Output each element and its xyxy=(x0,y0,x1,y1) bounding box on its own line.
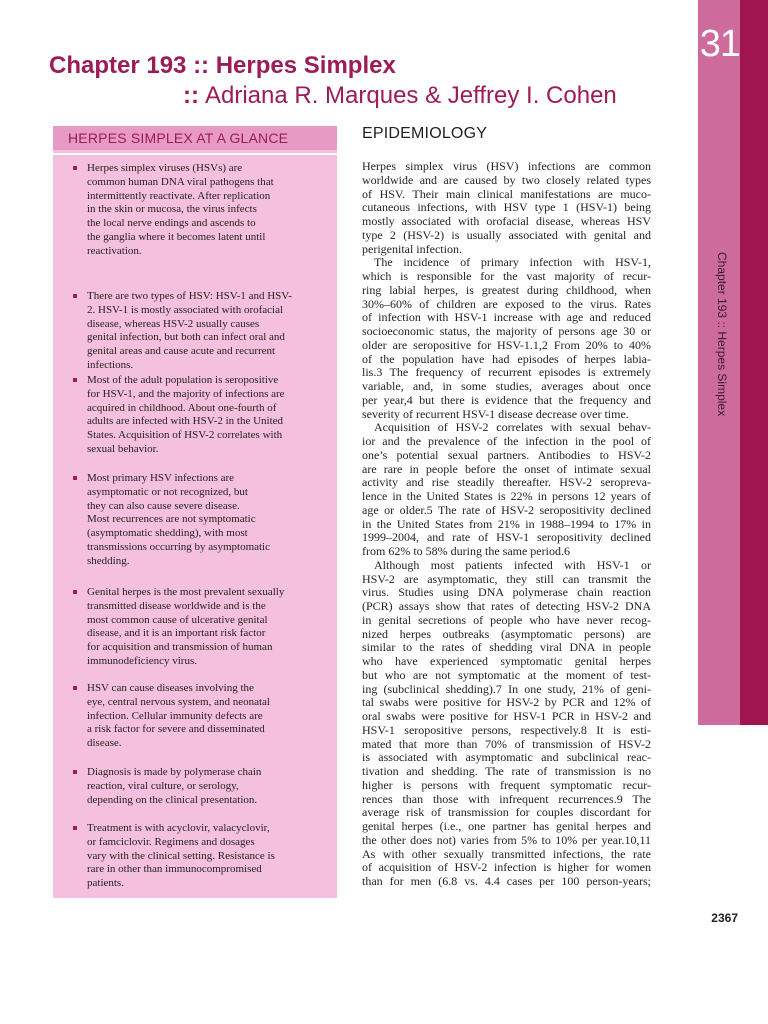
body-line: socioeconomic status, the majority of persons age 30 or xyxy=(362,324,651,338)
body-line: mostly associated with orofacial disease, whereas HSV xyxy=(362,214,651,228)
bullet-square-icon xyxy=(73,166,77,170)
bullet-line: (asymptomatic shedding), with most xyxy=(87,527,248,540)
body-line: genital herpes (i.e., one partner has genital herpes and xyxy=(362,819,651,833)
body-line: severity of recurrent HSV-1 disease decrease over time. xyxy=(362,406,629,421)
bullet-square-icon xyxy=(73,590,77,594)
body-line: ior and the prevalence of the infection in the pool of xyxy=(362,434,651,448)
running-head: Chapter 193 :: Herpes Simplex xyxy=(715,252,729,417)
chapter-tab-stripe xyxy=(740,0,768,725)
bullet-line: they can also cause severe disease. xyxy=(87,499,240,512)
bullet-square-icon xyxy=(73,476,77,480)
bullet-line: reactivation. xyxy=(87,244,142,257)
bullet-text xyxy=(87,586,335,669)
bullet-line: Genital herpes is the most prevalent sexually xyxy=(87,586,285,598)
body-line: in genital secretions of people who have never recog- xyxy=(362,612,651,627)
bullet-line: Most primary HSV infections are xyxy=(87,472,235,484)
bullet-line: acquired in childhood. About one-fourth of xyxy=(87,401,277,414)
bullet-text xyxy=(87,822,335,891)
body-line: which is responsible for the vast majority of recur- xyxy=(362,269,651,283)
bullet-line: a risk factor for severe and disseminated xyxy=(87,723,265,736)
bullet-line: transmitted disease worldwide and is the xyxy=(87,599,266,612)
body-line: Herpes simplex virus (HSV) infections are common xyxy=(362,159,651,173)
body-line: older are seropositive for HSV-1.1,2 From 20% to 40% xyxy=(362,337,651,352)
body-line: ring labial herpes, is greatest during childhood, when xyxy=(362,282,651,297)
body-line: of HSV. Their main clinical manifestations are muco- xyxy=(362,186,651,201)
bullet-square-icon xyxy=(73,686,77,690)
body-line: rences than those with infrequent recurrences.9 The xyxy=(362,791,651,806)
title-separator: :: xyxy=(193,52,210,79)
bullet-line: Diagnosis is made by polymerase chain xyxy=(87,766,262,778)
chapter-title xyxy=(49,50,689,82)
bullet-line: in the skin or mucosa, the virus infects xyxy=(87,203,257,216)
authors-line xyxy=(49,80,689,112)
bullet-line: for acquisition and transmission of human xyxy=(87,641,273,654)
bullet-line: reaction, viral culture, or serology, xyxy=(87,779,239,792)
body-line: virus. Studies using DNA polymerase chain reaction xyxy=(362,585,651,600)
body-line: lis.3 The frequency of recurrent episodes is extremely xyxy=(362,365,651,380)
body-line: are rare in people before the onset of intimate sexual xyxy=(362,461,651,476)
body-line: in the United States from 21% in 1988–1994 to 17% in xyxy=(362,516,651,531)
body-line: is associated with asymptomatic and subclinical reac- xyxy=(362,750,651,765)
bullet-line: infections. xyxy=(87,358,134,371)
bullet-line: patients. xyxy=(87,877,124,890)
body-line: Although most patients infected with HSV-1 or xyxy=(374,557,651,572)
bullet-line: for HSV-1, and the majority of infections are xyxy=(87,387,285,400)
bullet-line: or famciclovir. Regimens and dosages xyxy=(87,835,255,848)
body-line: variable, and, in some studies, averages about once xyxy=(362,379,651,393)
body-line: HSV-1 seropositive persons, respectively.8 It is esti- xyxy=(362,722,651,737)
bullet-line: HSV can cause diseases involving the xyxy=(87,682,254,694)
chapter-label: Chapter 193 xyxy=(49,52,187,79)
body-line: who have experienced symptomatic genital herpes xyxy=(362,654,651,668)
body-line: tivation and shedding. The rate of transmission is no xyxy=(362,764,651,778)
bullet-text xyxy=(87,472,335,569)
body-line: Acquisition of HSV-2 correlates with sexual behav- xyxy=(374,420,651,435)
body-line: (PCR) assays show that rates of detecting HSV-2 DNA xyxy=(362,599,651,613)
body-line: 30%–60% of children are exposed to the virus. Rates xyxy=(362,296,651,311)
bullet-line: eye, central nervous system, and neonatal xyxy=(87,695,270,708)
bullet-line: disease. xyxy=(87,737,122,750)
at-a-glance-box xyxy=(53,126,337,898)
body-line: than for men (6.8 vs. 4.4 cases per 100 person-years; xyxy=(362,874,651,888)
bullet-square-icon xyxy=(73,770,77,774)
bullet-line: rare in other than immunocompromised xyxy=(87,863,262,876)
body-line: tal swabs were positive for HSV-2 by PCR and 12% of xyxy=(362,695,651,710)
bullet-line: Treatment is with acyclovir, valacyclovir, xyxy=(87,822,270,834)
body-line: HSV-2 are asymptomatic, they still can transmit the xyxy=(362,571,651,586)
bullet-line: vary with the clinical setting. Resistance is xyxy=(87,849,275,862)
bullet-square-icon xyxy=(73,826,77,830)
bullet-line: most common cause of ulcerative genital xyxy=(87,613,268,626)
bullet-line: Most of the adult population is seropositive xyxy=(87,374,279,386)
bullet-line: common human DNA viral pathogens that xyxy=(87,175,274,188)
body-line: worldwide and are caused by two closely related types xyxy=(362,172,651,187)
bullet-line: intermittently reactivate. After replication xyxy=(87,189,271,202)
bullet-line: sexual behavior. xyxy=(87,442,159,455)
bullet-line: There are two types of HSV: HSV-1 and HSV- xyxy=(87,290,292,302)
bullet-line: genital infection, but both can infect oral and xyxy=(87,331,285,344)
bullet-line: transmissions occurring by asymptomatic xyxy=(87,540,270,553)
bullet-line: adults are infected with HSV-2 in the United xyxy=(87,415,284,428)
authors: Adriana R. Marques & Jeffrey I. Cohen xyxy=(205,82,617,109)
body-line: The incidence of primary infection with HSV-1, xyxy=(374,255,651,270)
header-rule xyxy=(53,153,337,155)
bullet-line: 2. HSV-1 is mostly associated with orofacial xyxy=(87,303,284,316)
bullet-line: the ganglia where it becomes latent until xyxy=(87,230,266,243)
at-a-glance-heading: HERPES SIMPLEX AT A GLANCE xyxy=(68,130,289,146)
body-line: mated that more than 70% of transmission of HSV-2 xyxy=(362,736,651,751)
bullet-line: depending on the clinical presentation. xyxy=(87,793,258,806)
body-line: per year,4 but there is evidence that the frequency and xyxy=(362,392,651,407)
bullet-text xyxy=(87,766,335,807)
bullet-line: infection. Cellular immunity defects are xyxy=(87,709,263,722)
bullet-text xyxy=(87,290,335,373)
body-line: oral swabs were positive for HSV-1 PCR in HSV-2 and xyxy=(362,709,651,723)
at-a-glance-header xyxy=(53,126,337,150)
chapter-name: Herpes Simplex xyxy=(215,52,396,79)
bullet-text xyxy=(87,374,335,457)
body-line: perigenital infection. xyxy=(362,241,462,256)
body-line: but who are not symptomatic at the moment of test- xyxy=(362,667,651,682)
body-line: from 62% to 58% during the same period.6 xyxy=(362,544,570,558)
body-line: 1999–2004, and rate of HSV-1 seropositivity declined xyxy=(362,530,651,545)
body-line: cutaneous infections, with HSV type 1 (HSV-1) being xyxy=(362,200,651,215)
bullet-line: disease, whereas HSV-2 usually causes xyxy=(87,317,260,330)
body-line: the other does not) varies from 5% to 10% per year.10,11 xyxy=(362,832,651,847)
bullet-line: shedding. xyxy=(87,554,130,567)
body-line: similar to the rates of shedding viral DNA in people xyxy=(362,640,651,655)
body-line: average risk of transmission for couples discordant for xyxy=(362,805,651,820)
tab-part-number: 31 xyxy=(699,23,740,65)
body-line: activity and rise steadily thereafter. HSV-2 seropreva- xyxy=(362,475,651,490)
bullet-text xyxy=(87,682,335,751)
body-line: As with other sexually transmitted infections, the rate xyxy=(362,846,651,861)
bullet-square-icon xyxy=(73,378,77,382)
body-line: ing (subclinical shedding).7 In one study, 21% of geni- xyxy=(362,681,651,696)
page-number: 2367 xyxy=(711,911,738,925)
body-line: type 2 (HSV-2) is usually associated with genital and xyxy=(362,227,651,242)
epidemiology-body xyxy=(362,160,651,889)
bullet-line: asymptomatic or not recognized, but xyxy=(87,485,248,498)
bullet-line: genital areas and cause acute and recurrent xyxy=(87,345,276,358)
authors-separator: :: xyxy=(183,82,199,109)
bullet-text xyxy=(87,162,335,259)
body-line: age or older.5 The rate of HSV-2 seropositivity declined xyxy=(362,502,651,517)
body-line: nized herpes outbreaks (asymptomatic persons) are xyxy=(362,626,651,641)
bullet-square-icon xyxy=(73,294,77,298)
body-line: higher is persons with frequent symptomatic recur- xyxy=(362,777,651,792)
bullet-line: disease, and it is an important risk factor xyxy=(87,627,266,640)
bullet-line: the local nerve endings and ascends to xyxy=(87,217,256,230)
body-line: of infection with HSV-1 increase with age and reduced xyxy=(362,310,651,325)
body-line: of acquisition of HSV-2 infection is higher for women xyxy=(362,860,651,875)
body-line: of the population have had episodes of herpes labia- xyxy=(362,351,651,366)
bullet-line: immunodeficiency virus. xyxy=(87,654,197,667)
bullet-line: States. Acquisition of HSV-2 correlates with xyxy=(87,429,283,442)
body-line: lence in the United States is 22% in persons 12 years of xyxy=(362,489,651,503)
section-heading: EPIDEMIOLOGY xyxy=(362,125,488,142)
bullet-line: Most recurrences are not symptomatic xyxy=(87,513,256,526)
body-line: one’s potential sexual partners. Antibodies to HSV-2 xyxy=(362,447,651,462)
bullet-line: Herpes simplex viruses (HSVs) are xyxy=(87,162,243,174)
